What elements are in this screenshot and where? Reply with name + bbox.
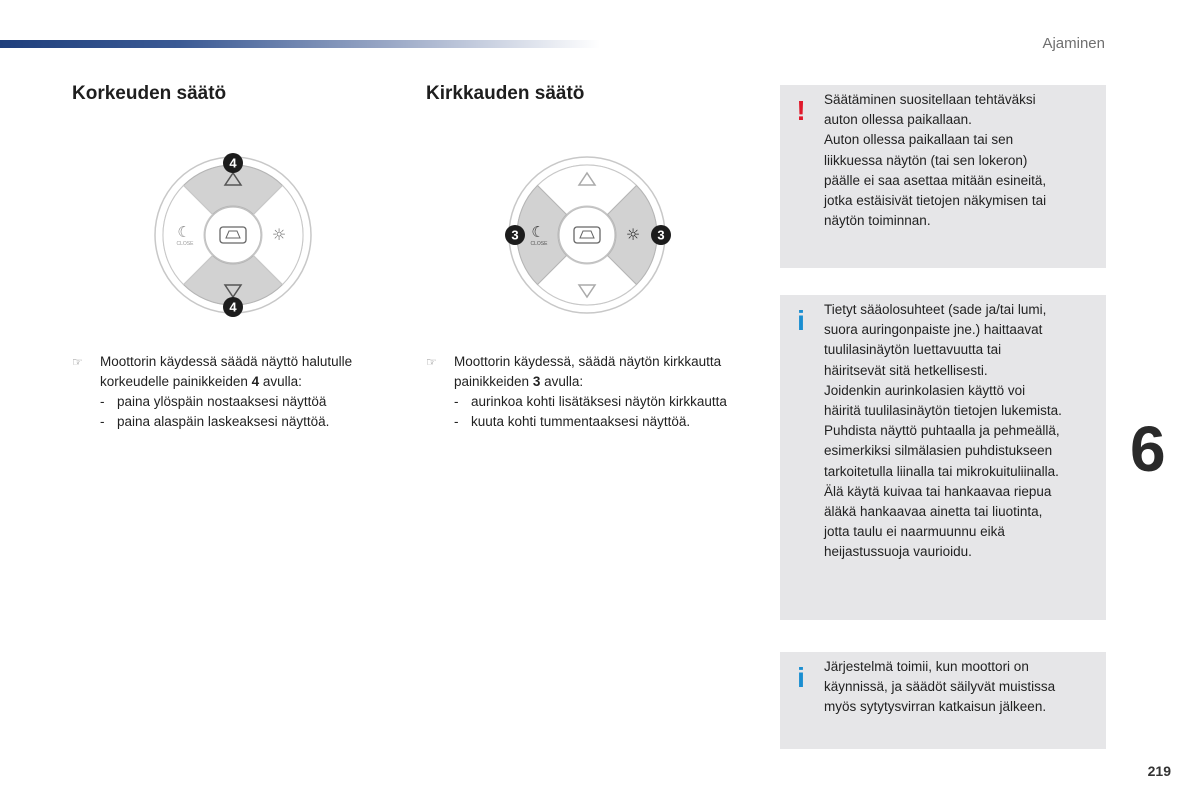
sun-icon: ☼ [271, 225, 287, 244]
chapter-number: 6 [1130, 413, 1166, 485]
sun-icon: ☼ [625, 225, 641, 244]
callout-number-top: 4 [229, 155, 237, 171]
hand-pointer-icon: ☞ [426, 355, 437, 369]
brightness-instructions: ☞ Moottorin käydessä, säädä näytön kirkkautta painikkeiden 3 avulla: - aurinkoa kohti lisätäksesi näytön kirkkautta - kuuta kohti tummentaaksesi näyttöä. [426, 352, 746, 432]
height-control-diagram [150, 150, 316, 320]
brightness-intro-key: 3 [532, 374, 541, 389]
height-adjust-title: Korkeuden säätö [72, 83, 227, 104]
callout-number-bottom: 4 [229, 299, 237, 315]
display-center-button[interactable] [559, 207, 615, 263]
info-note-text: Tietyt sääolosuhteet (sade ja/tai lumi, suora auringonpaiste jne.) haittaavat tuulilasinäytön luettavuutta tai häiritsevät sitä hetkellisesti. Joidenkin aurinkolasien käyttö voi häiritä tuulilasinäytön tietojen lukemista. Puhdista näyttö puhtaalla ja pehmeällä, esimerkiksi silmälasien puhdistukseen tarkoitetulla liinalla tai mikrokuituliinalla. Älä käytä kuivaa tai hankaavaa riepua äläkä hankaavaa ainetta tai liuotinta, jotta taulu ei naarmuunnu eikä heijastussuoja vaurioidu. [824, 302, 1062, 560]
info-icon: i [797, 305, 805, 336]
info-note-text: Järjestelmä toimii, kun moottori on käynnissä, ja säädöt säilyvät muistissa myös sytytysvirran katkaisun jälkeen. [824, 659, 1056, 715]
callout-number-left: 3 [511, 227, 519, 243]
brightness-adjust-title: Kirkkauden säätö [426, 83, 585, 104]
moon-icon: ☾ [177, 223, 191, 241]
page-number: 219 [1147, 763, 1171, 779]
close-label: CLOSE [530, 241, 548, 247]
warning-note-text: Säätäminen suositellaan tehtäväksi auton ollessa paikallaan. Auton ollessa paikallaan tai sen liikkuessa näytön (tai sen lokeron) päälle ei saa asettaa mitään esineitä, jotka estäisivät tietojen näkymisen tai näytön toiminnan. [824, 92, 1047, 229]
warning-exclamation-icon: ! [796, 95, 806, 126]
warning-note [780, 85, 1106, 268]
info-note-visibility [780, 295, 1106, 620]
height-intro-text: Moottorin käydessä säädä näyttö halutulle korkeudelle painikkeiden [100, 354, 353, 389]
height-step: paina alaspäin laskeaksesi näyttöä. [117, 414, 330, 429]
brightness-step: kuuta kohti tummentaaksesi näyttöä. [471, 414, 691, 429]
height-intro-end: avulla: [262, 374, 302, 389]
hand-pointer-icon: ☞ [72, 355, 83, 369]
moon-icon: ☾ [531, 223, 545, 241]
brightness-control-diagram [497, 150, 677, 320]
height-step: paina ylöspäin nostaaksesi näyttöä [117, 394, 327, 409]
callout-number-right: 3 [657, 227, 665, 243]
info-icon: i [797, 662, 805, 693]
brightness-step: aurinkoa kohti lisätäksesi näytön kirkkautta [471, 394, 727, 409]
header-gradient-bar [0, 40, 600, 48]
brightness-intro-end: avulla: [544, 374, 584, 389]
info-note-memory [780, 652, 1106, 749]
section-label: Ajaminen [1042, 35, 1105, 52]
height-intro-key: 4 [251, 374, 260, 389]
height-instructions: ☞ Moottorin käydessä säädä näyttö halutulle korkeudelle painikkeiden 4 avulla: - paina ylöspäin nostaaksesi näyttöä - paina alaspäin laskeaksesi näyttöä. [72, 352, 402, 432]
brightness-intro-text: Moottorin käydessä, säädä näytön kirkkautta painikkeiden [454, 354, 722, 389]
display-center-button[interactable] [205, 207, 261, 263]
close-label: CLOSE [176, 241, 194, 247]
